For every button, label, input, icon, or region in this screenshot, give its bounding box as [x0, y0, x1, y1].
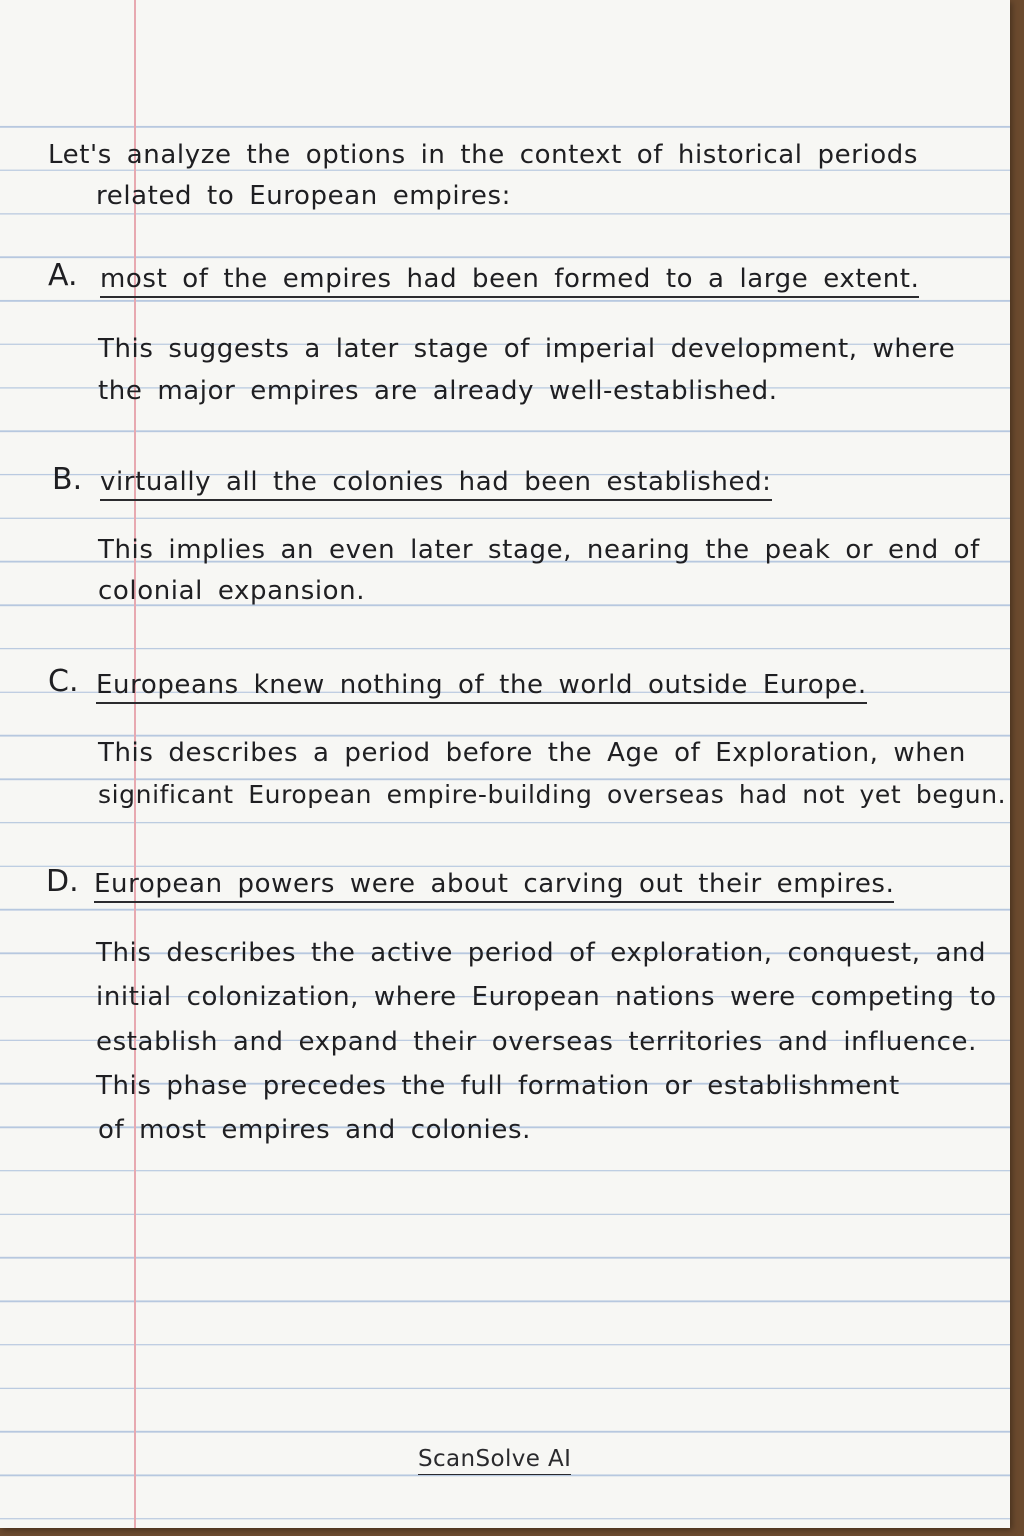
option-d-explanation-line-3: establish and expand their overseas territories and influence.: [96, 1027, 977, 1057]
option-a-letter: A.: [48, 258, 78, 293]
option-b-statement-wrap: [100, 467, 772, 497]
option-b-letter: B.: [52, 462, 83, 497]
option-b-explanation-line-2: colonial expansion.: [98, 576, 366, 606]
option-c-statement: Europeans knew nothing of the world outside Europe.: [96, 670, 867, 704]
option-c-explanation-line-2: significant European empire-building overseas had not yet begun.: [98, 780, 1007, 809]
option-d-explanation-line-4: This phase precedes the full formation or establishment: [96, 1071, 900, 1101]
intro-line-2: related to European empires:: [96, 181, 511, 211]
option-b-statement: virtually all the colonies had been established:: [100, 467, 772, 501]
option-a-statement: most of the empires had been formed to a large extent.: [100, 264, 919, 298]
option-c-explanation-line-1: This describes a period before the Age of Exploration, when: [98, 738, 967, 768]
option-d-explanation-line-5: of most empires and colonies.: [98, 1115, 531, 1145]
option-d-statement: European powers were about carving out their empires.: [94, 869, 894, 903]
page-header-band: [0, 0, 1010, 110]
intro-line-1: Let's analyze the options in the context of historical periods: [48, 140, 919, 170]
option-a-statement-wrap: [100, 264, 919, 294]
option-a-explanation-line-1: This suggests a later stage of imperial development, where: [98, 334, 956, 364]
option-d-statement-wrap: [94, 869, 894, 899]
option-d-explanation-line-2: initial colonization, where European nations were competing to: [96, 982, 997, 1012]
option-d-explanation-line-1: This describes the active period of exploration, conquest, and: [96, 938, 987, 968]
option-c-statement-wrap: [96, 670, 867, 700]
option-a-explanation-line-2: the major empires are already well-established.: [98, 376, 778, 406]
option-b-explanation-line-1: This implies an even later stage, nearing the peak or end of: [98, 535, 980, 565]
option-d-letter: D.: [46, 864, 79, 899]
brand-watermark: ScanSolve AI: [418, 1446, 571, 1475]
option-c-letter: C.: [48, 664, 79, 699]
